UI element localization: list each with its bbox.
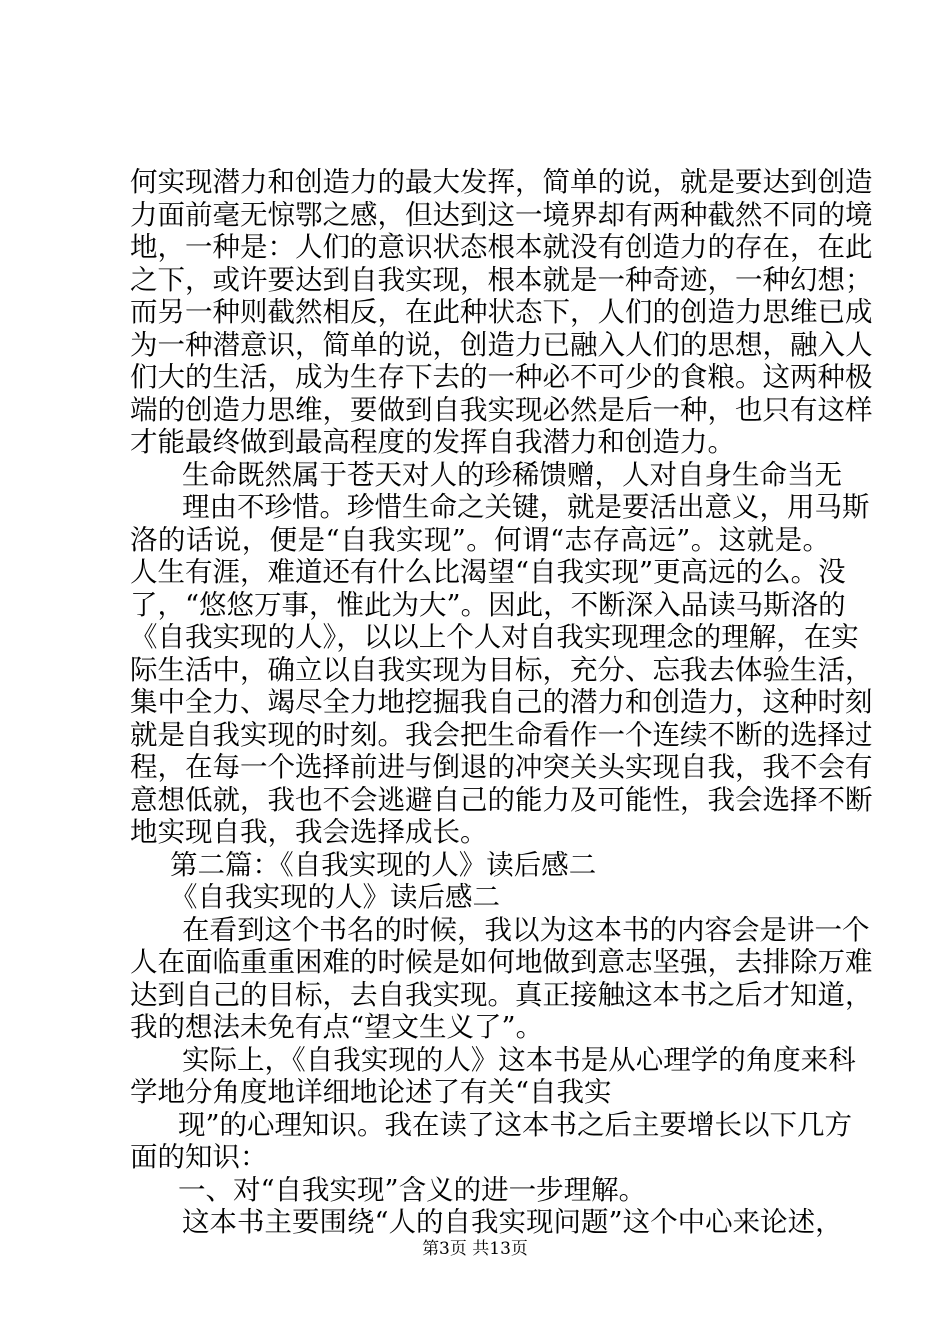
text-line: 之下，或许要达到自我实现，根本就是一种奇迹，一种幻想； [130, 263, 873, 296]
text-line: 集中全力、竭尽全力地挖掘我自己的潜力和创造力，这种时刻 [130, 686, 873, 718]
text-line: 为一种潜意识，简单的说，创造力已融入人们的思想，融入人 [130, 328, 873, 361]
text-line: 面的知识： [130, 1141, 268, 1173]
text-line: 我的想法未免有点“望文生义了”。 [130, 1011, 544, 1043]
text-line: 程，在每一个选择前进与倒退的冲突关头实现自我，我不会有 [130, 751, 873, 783]
text-line: 《自我实现的人》，以以上个人对自我实现理念的理解，在实 [130, 621, 859, 653]
text-line: 达到自己的目标，去自我实现。真正接触这本书之后才知道， [130, 978, 873, 1011]
body-text [130, 166, 873, 1239]
text-line: 际生活中，确立以自我实现为目标，充分、忘我去体验生活， [130, 653, 873, 686]
text-line: 何实现潜力和创造力的最大发挥，简单的说，就是要达到创造 [130, 166, 873, 198]
text-line: 现”的心理知识。我在读了这本书之后主要增长以下几方 [178, 1108, 853, 1141]
text-line: 人在面临重重困难的时候是如何地做到意志坚强，去排除万难 [130, 946, 873, 978]
text-line: 了，“悠悠万事，惟此为大”。因此，不断深入品读马斯洛的 [130, 588, 846, 621]
text-line: 意想低就，我也不会逃避自己的能力及可能性，我会选择不断 [130, 783, 873, 816]
text-line: 洛的话说，便是“自我实现”。何谓“志存高远”。这就是。 [130, 523, 830, 556]
text-line: 这本书主要围绕“人的自我实现问题”这个中心来论述， [182, 1206, 843, 1238]
section-subheading: 《自我实现的人》读后感二 [170, 881, 500, 913]
text-line: 在看到这个书名的时候，我以为这本书的内容会是讲一个 [182, 913, 870, 946]
text-line: 才能最终做到最高程度的发挥自我潜力和创造力。 [130, 426, 735, 458]
text-line: 地，一种是：人们的意识状态根本就没有创造力的存在，在此 [130, 231, 873, 263]
text-line: 学地分角度地详细地论述了有关“自我实 [130, 1076, 612, 1108]
text-line: 端的创造力思维，要做到自我实现必然是后一种，也只有这样 [130, 393, 873, 426]
text-line: 而另一种则截然相反，在此种状态下，人们的创造力思维已成 [130, 296, 873, 328]
text-line: 们大的生活，成为生存下去的一种必不可少的食粮。这两种极 [130, 361, 873, 393]
text-line: 就是自我实现的时刻。我会把生命看作一个连续不断的选择过 [130, 718, 873, 751]
text-line: 地实现自我，我会选择成长。 [130, 816, 488, 848]
text-line: 一、对“自我实现”含义的进一步理解。 [178, 1173, 647, 1206]
text-line: 实际上，《自我实现的人》这本书是从心理学的角度来科 [182, 1043, 856, 1076]
text-line: 人生有涯，难道还有什么比渴望“自我实现”更高远的么。没 [130, 556, 846, 588]
section-heading: 第二篇：《自我实现的人》读后感二 [170, 848, 597, 881]
page-number-footer: 第3页 共13页 [422, 1239, 528, 1259]
text-line: 力面前毫无惊鄂之感，但达到这一境界却有两种截然不同的境 [130, 198, 873, 231]
text-line: 生命既然属于苍天对人的珍稀馈赠，人对自身生命当无 [182, 458, 842, 491]
text-line: 理由不珍惜。珍惜生命之关键，就是要活出意义，用马斯 [182, 491, 870, 523]
